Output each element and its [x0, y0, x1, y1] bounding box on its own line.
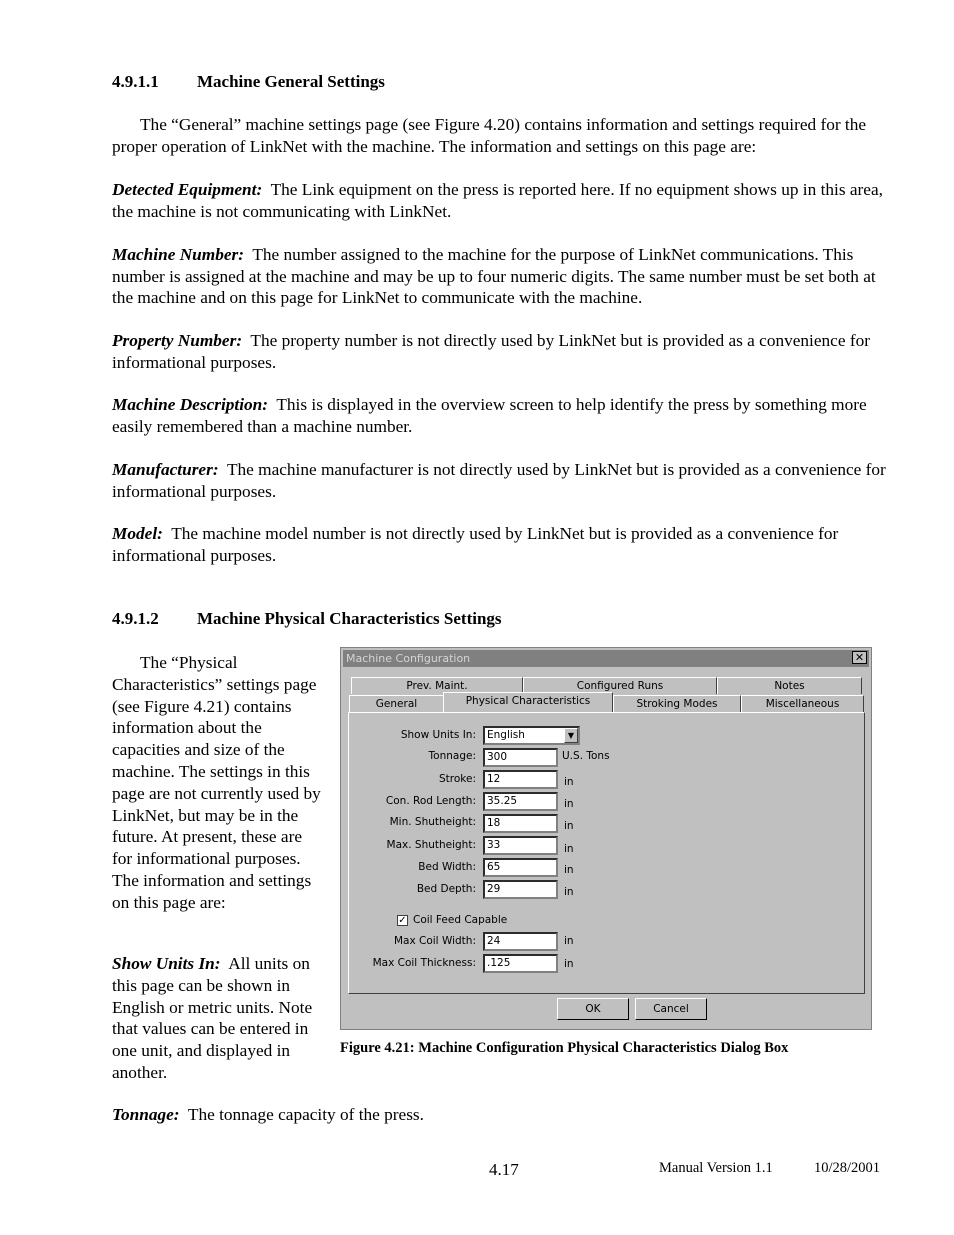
max-shutheight-label: Max. Shutheight:: [386, 839, 476, 851]
tab-stroking-modes[interactable]: Stroking Modes: [613, 695, 741, 712]
con-rod-length-unit: in: [564, 798, 574, 810]
bed-width-label: Bed Width:: [418, 861, 476, 873]
max-shutheight-unit: in: [564, 843, 574, 855]
dialog-title: Machine Configuration: [346, 652, 471, 665]
show-units-select[interactable]: English ▼: [483, 726, 580, 745]
figure-caption: Figure 4.21: Machine Configuration Physical Characteristics Dialog Box: [340, 1040, 789, 1056]
max-coil-width-input[interactable]: 24: [483, 932, 558, 951]
min-shutheight-unit: in: [564, 820, 574, 832]
section-number: 4.9.1.1: [112, 72, 159, 91]
min-shutheight-input[interactable]: 18: [483, 814, 558, 833]
tab-miscellaneous[interactable]: Miscellaneous: [741, 695, 864, 712]
item-property-number: Property Number: The property number is not directly used by LinkNet but is provided as a convenience for informational purposes.: [112, 331, 870, 372]
coil-feed-checkbox[interactable]: ✓: [398, 915, 407, 926]
max-coil-thickness-input[interactable]: .125: [483, 954, 558, 973]
item-model: Model: The machine model number is not directly used by LinkNet but is provided as a convenience for informational purposes.: [112, 524, 839, 565]
section-number: 4.9.1.2: [112, 609, 159, 628]
tab-general[interactable]: General: [349, 695, 444, 712]
bed-depth-unit: in: [564, 886, 574, 898]
ok-button[interactable]: OK: [557, 998, 629, 1020]
max-coil-width-unit: in: [564, 935, 574, 947]
item-machine-description: Machine Description: This is displayed in the overview screen to help identify the press by something more easily remembered than a machine number.: [112, 395, 867, 436]
close-icon[interactable]: ✕: [852, 651, 867, 664]
dialog-titlebar[interactable]: [343, 650, 869, 667]
item-machine-number: Machine Number: The number assigned to the machine for the purpose of LinkNet communications. This number is assigned at the machine and may be up to four numeric digits. The same number must be set both at the machine and on this page for LinkNet to communicate with the machine.: [112, 245, 876, 308]
section-title: Machine General Settings: [197, 72, 385, 91]
stroke-unit: in: [564, 776, 574, 788]
bed-width-unit: in: [564, 864, 574, 876]
tab-physical-characteristics[interactable]: Physical Characteristics: [443, 692, 613, 712]
section-heading-general: [112, 72, 385, 92]
bed-depth-label: Bed Depth:: [416, 883, 476, 895]
manual-version: Manual Version 1.1: [659, 1160, 773, 1176]
max-coil-width-label: Max Coil Width:: [393, 935, 476, 947]
stroke-label: Stroke:: [439, 773, 476, 785]
general-intro: The “General” machine settings page (see Figure 4.20) contains information and settings required for the proper operation of LinkNet with the machine. The information and settings on this page are:: [112, 115, 867, 156]
max-shutheight-input[interactable]: 33: [483, 836, 558, 855]
tab-prev-maint[interactable]: Prev. Maint.: [351, 677, 523, 694]
item-detected-equipment: Detected Equipment: The Link equipment on the press is reported here. If no equipment shows up in this area, the machine is not communicating with LinkNet.: [112, 180, 883, 221]
coil-feed-label: Coil Feed Capable: [413, 914, 508, 926]
section-heading-physical: [112, 609, 502, 629]
cancel-button[interactable]: Cancel: [635, 998, 707, 1020]
bed-width-input[interactable]: 65: [483, 858, 558, 877]
section-title: Machine Physical Characteristics Settings: [197, 609, 502, 628]
tonnage-input[interactable]: 300: [483, 748, 558, 767]
show-units-label: Show Units In:: [400, 729, 476, 741]
physical-characteristics-panel: [348, 712, 865, 994]
min-shutheight-label: Min. Shutheight:: [389, 816, 476, 828]
stroke-input[interactable]: 12: [483, 770, 558, 789]
tonnage-label: Tonnage:: [428, 750, 476, 762]
max-coil-thickness-unit: in: [564, 958, 574, 970]
item-manufacturer: Manufacturer: The machine manufacturer is not directly used by LinkNet but is provided as a convenience for informational purposes.: [112, 460, 886, 501]
machine-configuration-dialog: [340, 647, 872, 1030]
item-show-units: Show Units In: All units on this page can be shown in English or metric units. Note that values can be entered in one unit, and displayed in another.: [112, 954, 313, 1082]
manual-date: 10/28/2001: [814, 1160, 881, 1176]
item-tonnage: Tonnage: The tonnage capacity of the press.: [112, 1105, 424, 1124]
tonnage-unit: U.S. Tons: [562, 750, 610, 762]
page-number: 4.17: [489, 1160, 519, 1179]
tab-configured-runs[interactable]: Configured Runs: [523, 677, 717, 694]
tab-notes[interactable]: Notes: [717, 677, 862, 694]
con-rod-length-label: Con. Rod Length:: [385, 795, 476, 807]
max-coil-thickness-label: Max Coil Thickness:: [372, 957, 476, 969]
chevron-down-icon[interactable]: ▼: [564, 728, 578, 743]
physical-intro: The “Physical Characteristics” settings page (see Figure 4.21) contains information about the capacities and size of the machine. The settings in this page are not currently used by LinkNet, but may be in the future. At present, these are for informational purposes. The information and settings on this page are:: [112, 653, 321, 912]
con-rod-length-input[interactable]: 35.25: [483, 792, 558, 811]
bed-depth-input[interactable]: 29: [483, 880, 558, 899]
